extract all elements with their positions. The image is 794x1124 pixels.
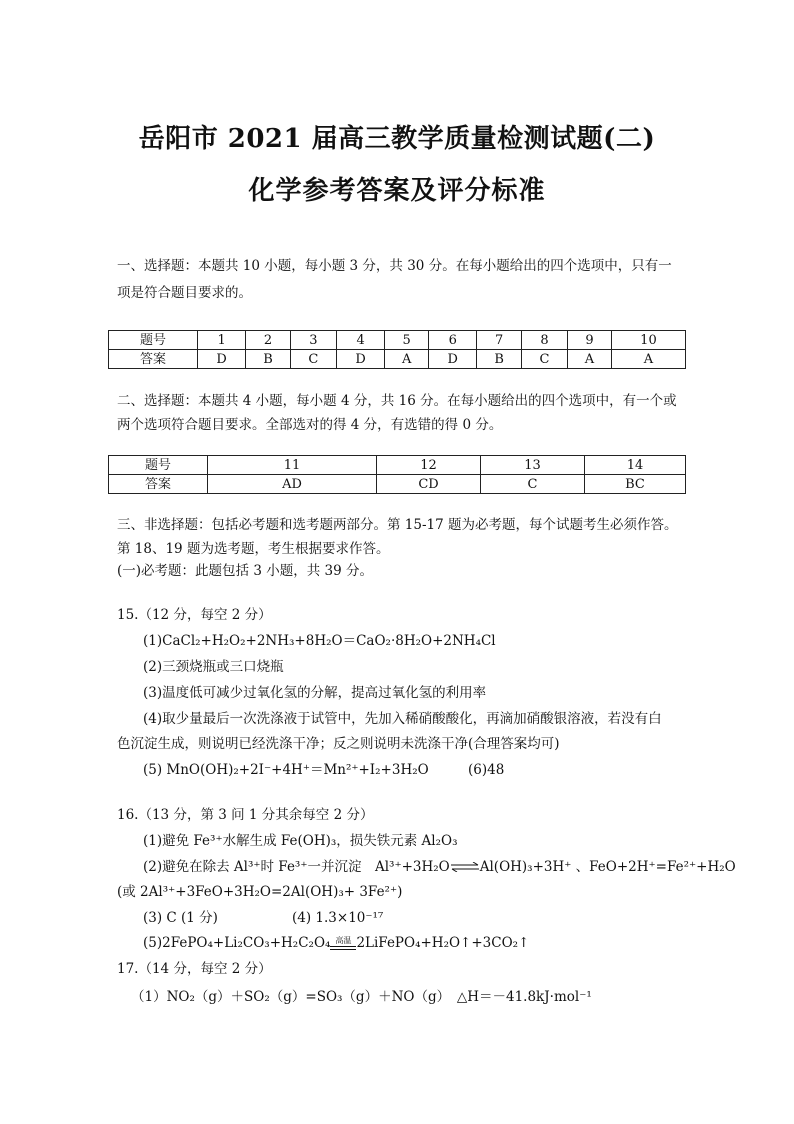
question-number-cell: 5	[385, 331, 429, 350]
answer-cell: D	[198, 350, 246, 369]
q16-answer-5-left: (5)2FePO₄+Li₂CO₃+H₂C₂O₄	[143, 935, 331, 951]
q16-answer-5-right: 2LiFePO₄+H₂O↑+3CO₂↑	[356, 935, 530, 951]
question-number-cell: 13	[481, 456, 585, 475]
q15-answer-5: (5) MnO(OH)₂+2I⁻+4H⁺＝Mn²⁺+I₂+3H₂O	[143, 762, 429, 778]
reversible-arrow-icon	[450, 859, 480, 877]
table-answer-label: 答案	[109, 475, 208, 494]
question-number-cell: 4	[337, 331, 385, 350]
q16-answer-5	[143, 934, 529, 952]
q16-answer-2-right: Al(OH)₃+3H⁺ 、FeO+2H⁺=Fe²⁺+H₂O	[479, 859, 736, 875]
table-row	[109, 350, 686, 369]
answer-cell: B	[477, 350, 522, 369]
table-header-label: 题号	[109, 331, 198, 350]
q15-heading: 15.（12 分，每空 2 分）	[117, 607, 272, 623]
section2-intro-line1: 二、选择题：本题共 4 小题，每小题 4 分，共 16 分。在每小题给出的四个选项中，有一个或	[117, 393, 677, 409]
question-number-cell: 9	[568, 331, 612, 350]
q16-answer-2	[143, 858, 736, 877]
q15-answer-4-line2: 色沉淀生成，则说明已经洗涤干净；反之则说明未洗涤干净(合理答案均可)	[117, 736, 560, 752]
q15-answer-3: (3)温度低可减少过氧化氢的分解，提高过氧化氢的利用率	[143, 685, 487, 701]
table-row	[109, 456, 686, 475]
section2-intro-line2: 两个选项符合题目要求。全部选对的得 4 分，有选错的得 0 分。	[117, 417, 503, 433]
table-row	[109, 475, 686, 494]
q17-heading: 17.（14 分，每空 2 分）	[117, 961, 272, 977]
answer-cell: D	[337, 350, 385, 369]
q15-answer-6: (6)48	[468, 762, 505, 778]
section3-intro-line1: 三、非选择题：包括必考题和选考题两部分。第 15-17 题为必考题，每个试题考生必须作答。	[117, 517, 678, 533]
section1-answer-table	[108, 330, 686, 369]
answer-cell: A	[611, 350, 685, 369]
q16-answer-3: (3) C (1 分)	[143, 910, 218, 926]
answer-cell: A	[385, 350, 429, 369]
answer-cell: AD	[208, 475, 377, 494]
question-number-cell: 11	[208, 456, 377, 475]
table-row	[109, 331, 686, 350]
question-number-cell: 14	[585, 456, 686, 475]
table-answer-label: 答案	[109, 350, 198, 369]
section1-intro-line2: 项是符合题目要求的。	[117, 285, 252, 301]
answer-cell: BC	[585, 475, 686, 494]
q16-answer-2-alt: (或 2Al³⁺+3FeO+3H₂O=2Al(OH)₃+ 3Fe²⁺)	[117, 884, 403, 900]
answer-cell: C	[290, 350, 336, 369]
exam-subtitle: 化学参考答案及评分标准	[248, 176, 546, 206]
question-number-cell: 8	[521, 331, 567, 350]
question-number-cell: 7	[477, 331, 522, 350]
section3-intro-line2: 第 18、19 题为选考题，考生根据要求作答。	[117, 541, 390, 557]
exam-title: 岳阳市 2021 届高三教学质量检测试题(二)	[138, 124, 656, 154]
question-number-cell: 3	[290, 331, 336, 350]
answer-cell: CD	[377, 475, 481, 494]
table-header-label: 题号	[109, 456, 208, 475]
q17-answer-1: （1）NO₂（g）＋SO₂（g）=SO₃（g）＋NO（g） △H＝－41.8kJ·mol⁻¹	[131, 989, 592, 1005]
q16-answer-4: (4) 1.3×10⁻¹⁷	[292, 910, 384, 926]
q15-answer-2: (2)三颈烧瓶或三口烧瓶	[143, 659, 284, 675]
q16-answer-2-left: (2)避免在除去 Al³⁺时 Fe³⁺一并沉淀 Al³⁺+3H₂O	[143, 859, 450, 875]
section2-answer-table	[108, 455, 686, 494]
question-number-cell: 2	[246, 331, 291, 350]
q15-answer-4-line1: (4)取少量最后一次洗涤液于试管中，先加入稀硝酸酸化，再滴加硝酸银溶液，若没有白	[143, 711, 662, 727]
section1-intro-line1: 一、选择题：本题共 10 小题，每小题 3 分，共 30 分。在每小题给出的四个选项中，只有一	[117, 258, 672, 274]
q16-heading: 16.（13 分，第 3 问 1 分其余每空 2 分）	[117, 807, 374, 823]
question-number-cell: 1	[198, 331, 246, 350]
answer-cell: B	[246, 350, 291, 369]
answer-cell: C	[521, 350, 567, 369]
q16-answer-1: (1)避免 Fe³⁺水解生成 Fe(OH)₃，损失铁元素 Al₂O₃	[143, 833, 458, 849]
reaction-condition-label: 高温	[335, 936, 352, 945]
answer-cell: C	[481, 475, 585, 494]
q15-answer-1: (1)CaCl₂+H₂O₂+2NH₃+8H₂O＝CaO₂·8H₂O+2NH₄Cl	[143, 633, 496, 649]
question-number-cell: 6	[429, 331, 477, 350]
reaction-condition	[330, 937, 356, 950]
question-number-cell: 12	[377, 456, 481, 475]
section3-intro-line3: (一)必考题：此题包括 3 小题，共 39 分。	[117, 563, 373, 579]
answer-cell: A	[568, 350, 612, 369]
question-number-cell: 10	[611, 331, 685, 350]
answer-cell: D	[429, 350, 477, 369]
